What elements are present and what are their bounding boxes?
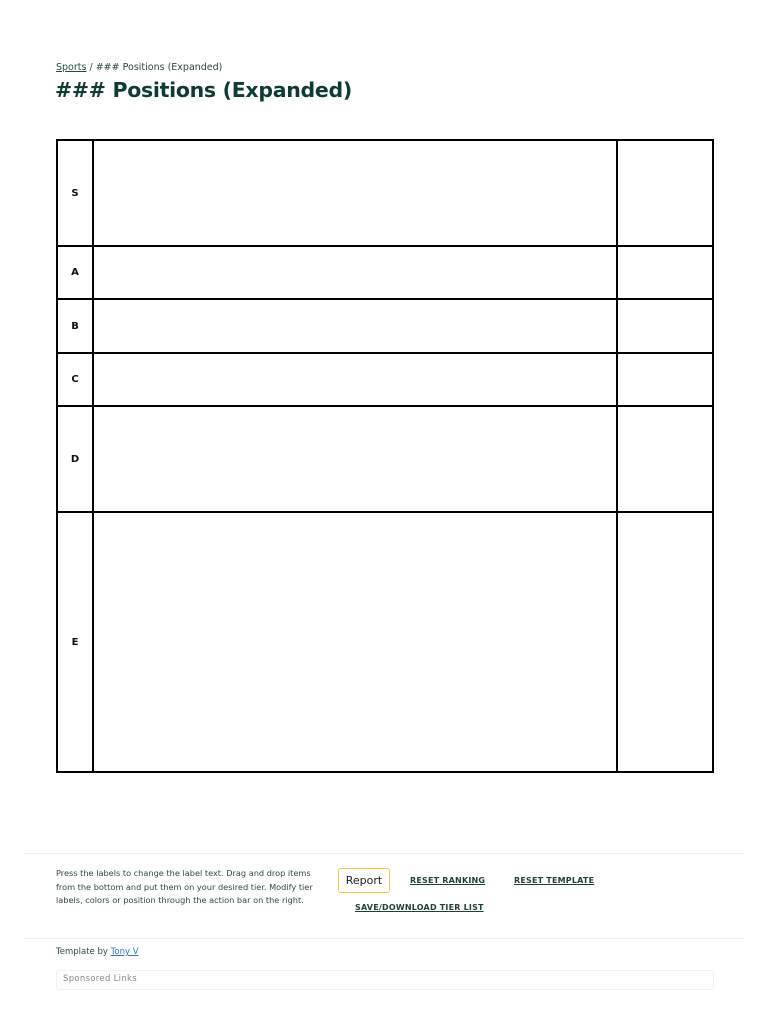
- sponsored-links-box: [56, 970, 714, 990]
- save-download-button[interactable]: SAVE/DOWNLOAD TIER LIST: [355, 903, 484, 912]
- template-credit: [56, 947, 139, 957]
- reset-template-button[interactable]: RESET TEMPLATE: [514, 876, 595, 885]
- report-button[interactable]: Report: [338, 868, 390, 893]
- template-by-label: Template by: [56, 947, 108, 957]
- tier-row-a: [58, 247, 712, 300]
- author-link[interactable]: Tony V: [110, 947, 139, 957]
- breadcrumb: [56, 62, 222, 73]
- tier-row-e: [58, 513, 712, 771]
- tier-actions-a[interactable]: [618, 247, 712, 298]
- reset-ranking-button[interactable]: RESET RANKING: [410, 876, 486, 885]
- section-divider: [24, 853, 744, 854]
- tier-items-c[interactable]: [94, 354, 618, 405]
- tier-items-a[interactable]: [94, 247, 618, 298]
- tier-label-s[interactable]: S: [58, 141, 94, 245]
- tier-actions-s[interactable]: [618, 141, 712, 245]
- page-title: ### Positions (Expanded): [55, 78, 352, 102]
- breadcrumb-current: ### Positions (Expanded): [95, 62, 223, 73]
- tier-label-b[interactable]: B: [58, 300, 94, 352]
- tier-items-s[interactable]: [94, 141, 618, 245]
- tier-row-b: [58, 300, 712, 354]
- footer-divider: [24, 938, 744, 939]
- tier-items-b[interactable]: [94, 300, 618, 352]
- tier-list: [56, 139, 714, 773]
- breadcrumb-sports-link[interactable]: Sports: [56, 62, 87, 73]
- tier-row-c: [58, 354, 712, 407]
- tier-actions-d[interactable]: [618, 407, 712, 511]
- tier-actions-b[interactable]: [618, 300, 712, 352]
- sponsored-links-label: Sponsored Links: [63, 974, 137, 984]
- tier-label-c[interactable]: C: [58, 354, 94, 405]
- tier-label-d[interactable]: D: [58, 407, 94, 511]
- tier-row-d: [58, 407, 712, 513]
- tier-row-s: [58, 141, 712, 247]
- tier-items-d[interactable]: [94, 407, 618, 511]
- tier-label-e[interactable]: E: [58, 513, 94, 771]
- instructions-text: Press the labels to change the label text. Drag and drop items from the bottom and put them on your desired tier. Modify tier labels, colors or position through the action bar on the right.: [56, 868, 313, 905]
- tier-items-e[interactable]: [94, 513, 618, 771]
- tier-actions-e[interactable]: [618, 513, 712, 771]
- tier-label-a[interactable]: A: [58, 247, 94, 298]
- tier-actions-c[interactable]: [618, 354, 712, 405]
- breadcrumb-separator: /: [89, 62, 93, 73]
